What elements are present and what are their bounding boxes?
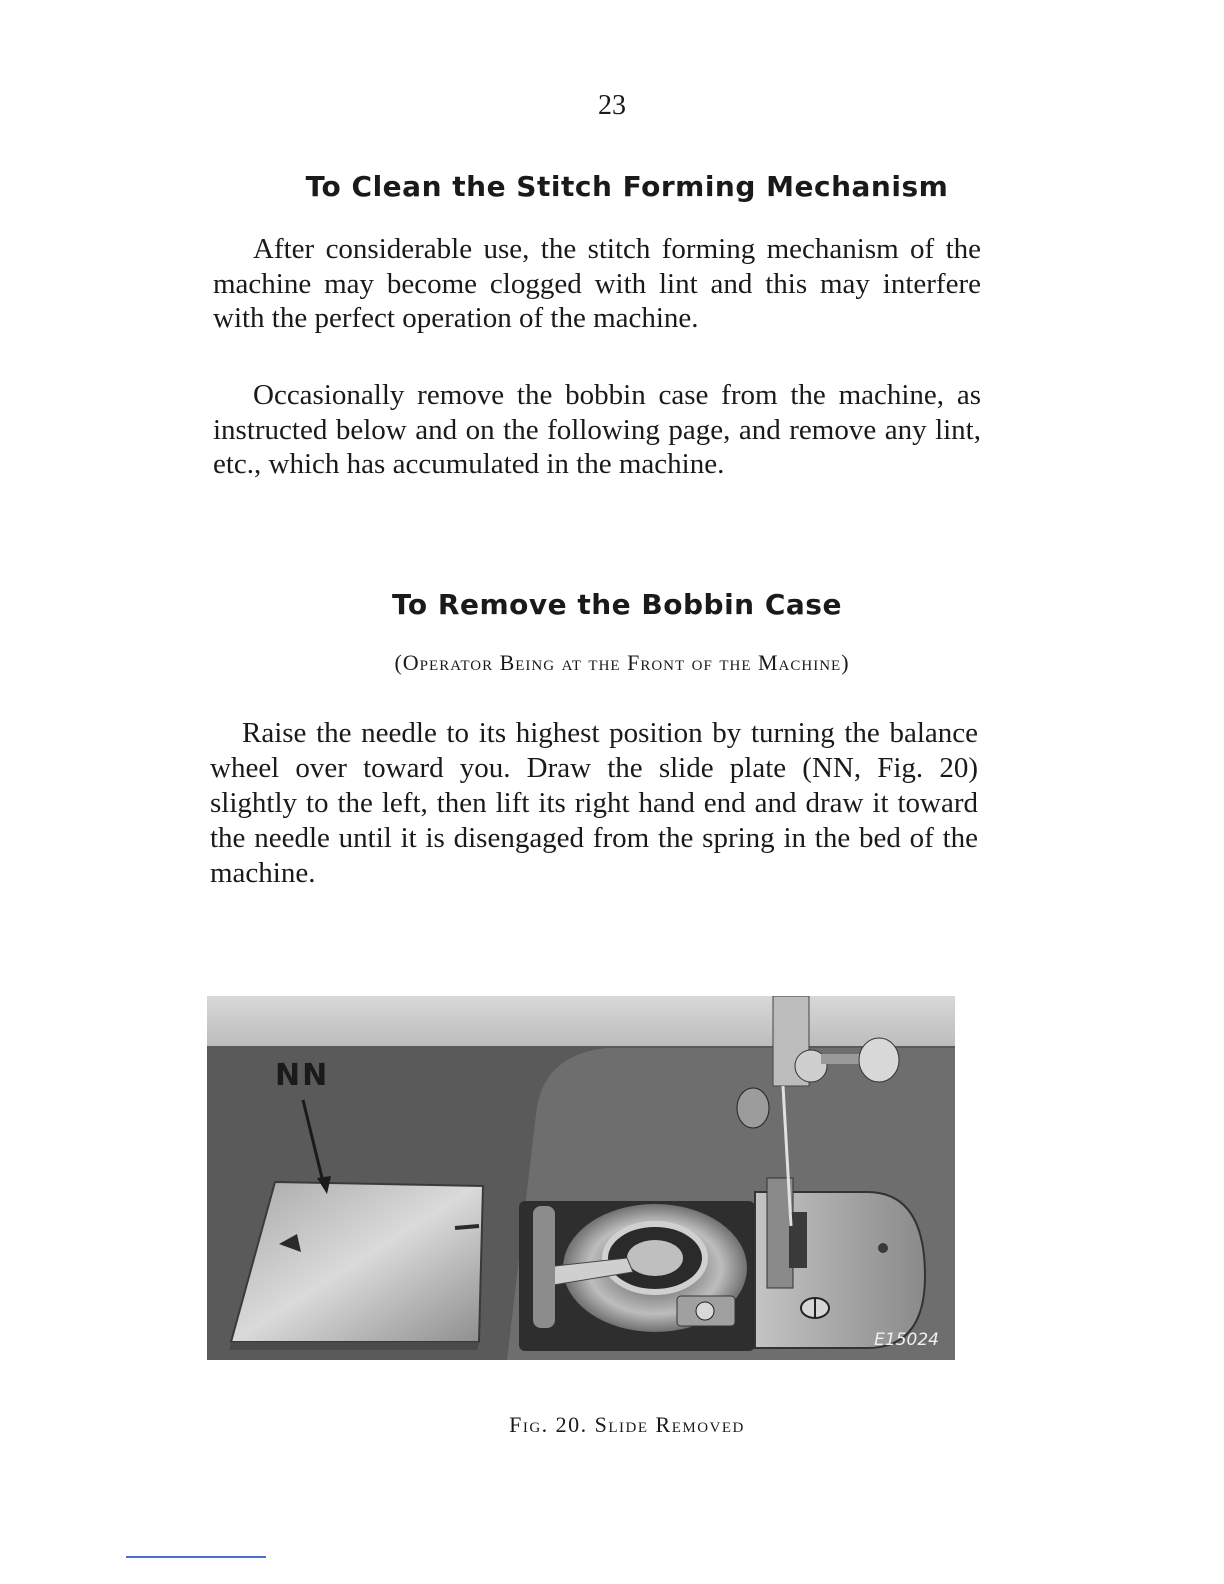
- paragraph-clean-instructions: Occasionally remove the bobbin case from the machine, as instructed below and on the following page, and remove any lint, etc., which has accumulated in the machine.: [213, 379, 981, 480]
- section-heading-remove-bobbin-case: To Remove the Bobbin Case: [392, 588, 842, 621]
- thumb-screw: [859, 1038, 899, 1082]
- needle-plate-hole: [878, 1243, 888, 1253]
- section-heading-clean-mechanism: To Clean the Stitch Forming Mechanism: [305, 170, 949, 203]
- paragraph-remove-instructions: Raise the needle to its highest position by turning the balance wheel over toward you. Draw the slide plate (NN, Fig. 20) slightly to the left, then lift its right hand end and draw it toward the needle until it is disengaged from the spring in the bed of the machine.: [210, 717, 978, 889]
- page-number: 23: [598, 90, 626, 121]
- figure-slide-removed-photo: [207, 996, 955, 1360]
- bottom-rule: [126, 1556, 266, 1558]
- figure-label-nn: NN: [275, 1058, 330, 1093]
- slide-plate-edge: [229, 1342, 479, 1350]
- hook-screw: [696, 1302, 714, 1320]
- slide-plate: [231, 1182, 483, 1342]
- knurled-screw: [737, 1088, 769, 1128]
- machine-illustration: [207, 996, 955, 1360]
- paragraph-clean-intro: After considerable use, the stitch forming mechanism of the machine may become clogged with lint and this may interfere with the perfect operation of the machine.: [213, 233, 981, 334]
- background-wall: [207, 996, 955, 1046]
- slide-plate-slot: [455, 1226, 479, 1228]
- figure-code: E15024: [874, 1330, 939, 1350]
- section-subheading-operator-position: (Operator Being at the Front of the Machine): [394, 650, 850, 675]
- figure-caption: Fig. 20. Slide Removed: [509, 1412, 745, 1437]
- bobbin-center: [627, 1240, 683, 1276]
- slide-spring: [533, 1206, 555, 1328]
